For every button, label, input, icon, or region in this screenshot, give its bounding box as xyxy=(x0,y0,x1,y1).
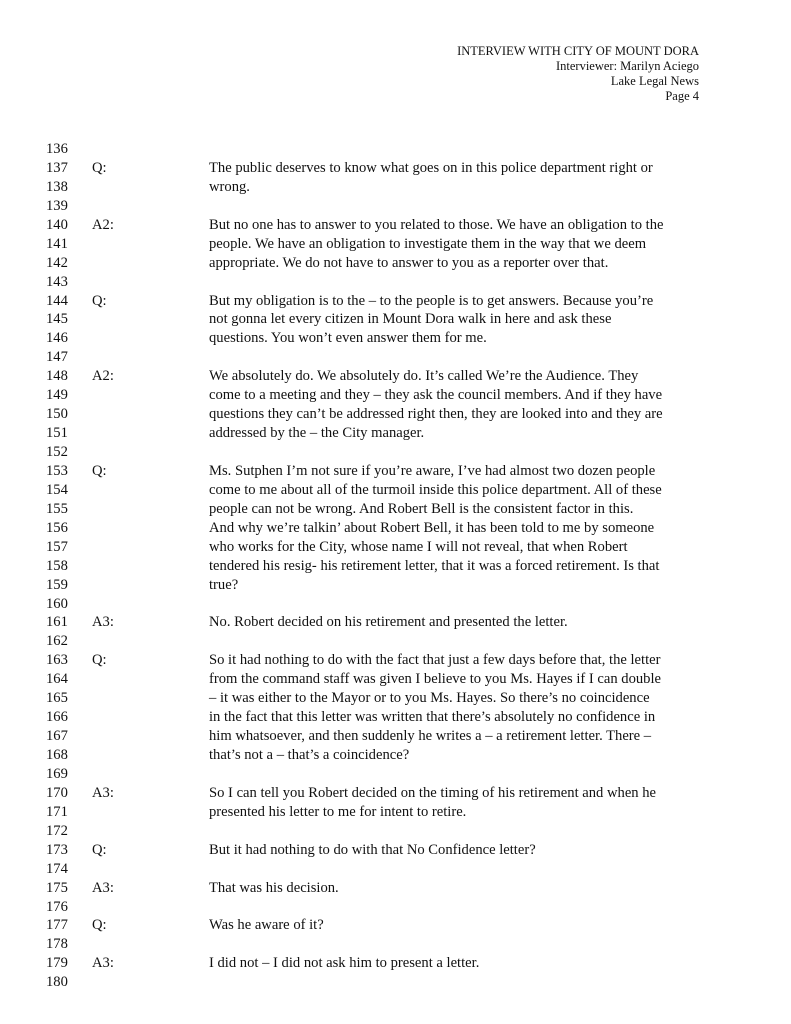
line-number: 141 xyxy=(46,235,68,252)
line-text: And why we’re talkin’ about Robert Bell, it has been told to me by someone xyxy=(209,519,655,536)
line-number: 164 xyxy=(46,671,68,688)
header-publication: Lake Legal News xyxy=(610,74,699,88)
line-text: But it had nothing to do with that No Confidence letter? xyxy=(209,841,536,858)
line-number: 172 xyxy=(46,822,68,839)
line-text: – it was either to the Mayor or to you Ms. Hayes. So there’s no coincidence xyxy=(209,690,650,707)
line-number: 176 xyxy=(46,898,68,915)
transcript-line xyxy=(0,159,791,178)
transcript-line xyxy=(0,954,791,973)
line-text: questions. You won’t even answer them for me. xyxy=(209,330,487,347)
line-text: in the fact that this letter was written that there’s absolutely no confidence in xyxy=(209,709,656,726)
header-page-number: Page 4 xyxy=(665,89,699,103)
line-number: 153 xyxy=(46,462,68,479)
transcript-line xyxy=(0,822,791,841)
line-text: So I can tell you Robert decided on the timing of his retirement and when he xyxy=(209,784,657,801)
line-text: that’s not a – that’s a coincidence? xyxy=(209,747,410,763)
speaker-label: Q: xyxy=(92,652,107,669)
transcript-line xyxy=(0,670,791,689)
transcript-line xyxy=(0,613,791,632)
transcript-line xyxy=(0,500,791,519)
transcript-line xyxy=(0,367,791,386)
speaker-label: A3: xyxy=(92,784,114,801)
line-number: 144 xyxy=(46,292,68,309)
header-title: INTERVIEW WITH CITY OF MOUNT DORA xyxy=(457,44,699,58)
line-number: 154 xyxy=(46,481,68,498)
transcript-line xyxy=(0,595,791,614)
transcript-line xyxy=(0,386,791,405)
line-number: 160 xyxy=(46,595,68,612)
line-number: 162 xyxy=(46,633,68,650)
line-text: questions they can’t be addressed right then, they are looked into and they are xyxy=(209,406,663,423)
transcript-line xyxy=(0,916,791,935)
transcript-line xyxy=(0,765,791,784)
line-number: 178 xyxy=(46,936,68,953)
line-number: 138 xyxy=(46,178,68,195)
line-text: That was his decision. xyxy=(209,879,339,896)
line-text: Ms. Sutphen I’m not sure if you’re aware, I’ve had almost two dozen people xyxy=(209,462,656,479)
line-number: 168 xyxy=(46,747,68,763)
transcript-line xyxy=(0,348,791,367)
line-text: appropriate. We do not have to answer to you as a reporter over that. xyxy=(209,254,609,271)
transcript-line xyxy=(0,841,791,860)
speaker-label: Q: xyxy=(92,462,107,479)
transcript-line xyxy=(0,405,791,424)
line-text: people. We have an obligation to investigate them in the way that we deem xyxy=(209,235,647,252)
transcript-line xyxy=(0,860,791,879)
transcript-line xyxy=(0,273,791,292)
line-number: 171 xyxy=(46,803,68,820)
line-text: true? xyxy=(209,576,239,593)
line-number: 150 xyxy=(46,406,68,423)
speaker-label: Q: xyxy=(92,159,107,176)
line-text: The public deserves to know what goes on in this police department right or xyxy=(209,159,653,176)
line-number: 180 xyxy=(46,974,68,991)
transcript-line xyxy=(0,708,791,727)
line-number: 179 xyxy=(46,955,68,972)
line-text: come to me about all of the turmoil inside this police department. All of these xyxy=(209,481,662,498)
line-number: 173 xyxy=(46,841,68,858)
line-number: 156 xyxy=(46,519,68,536)
transcript-line xyxy=(0,178,791,197)
transcript-line xyxy=(0,254,791,273)
line-number: 147 xyxy=(46,349,68,366)
line-text: wrong. xyxy=(209,178,250,195)
line-number: 137 xyxy=(46,159,68,176)
transcript-line xyxy=(0,879,791,898)
line-text: who works for the City, whose name I will not reveal, that when Robert xyxy=(209,538,628,555)
line-text: presented his letter to me for intent to retire. xyxy=(209,803,467,820)
speaker-label: Q: xyxy=(92,841,107,858)
line-text: him whatsoever, and then suddenly he writes a – a retirement letter. There – xyxy=(209,728,652,745)
transcript-line xyxy=(0,197,791,216)
line-text: No. Robert decided on his retirement and presented the letter. xyxy=(209,614,568,631)
line-number: 142 xyxy=(46,254,68,271)
line-text: We absolutely do. We absolutely do. It’s called We’re the Audience. They xyxy=(209,368,639,385)
line-number: 166 xyxy=(46,709,68,726)
line-number: 174 xyxy=(46,860,68,877)
speaker-label: Q: xyxy=(92,292,107,309)
line-text: not gonna let every citizen in Mount Dora walk in here and ask these xyxy=(209,311,612,328)
line-number: 175 xyxy=(46,879,68,896)
line-number: 149 xyxy=(46,387,68,404)
line-number: 155 xyxy=(46,500,68,517)
line-text: But my obligation is to the – to the people is to get answers. Because you’re xyxy=(209,292,654,309)
line-number: 163 xyxy=(46,652,68,669)
speaker-label: A3: xyxy=(92,955,114,972)
line-text: But no one has to answer to you related to those. We have an obligation to the xyxy=(209,216,664,233)
line-number: 165 xyxy=(46,690,68,707)
transcript-line xyxy=(0,576,791,595)
line-number: 170 xyxy=(46,784,68,801)
line-number: 148 xyxy=(46,368,68,385)
transcript-line xyxy=(0,973,791,992)
line-text: So it had nothing to do with the fact that just a few days before that, the letter xyxy=(209,652,661,669)
line-number: 157 xyxy=(46,538,68,555)
line-text: people can not be wrong. And Robert Bell is the consistent factor in this. xyxy=(209,500,634,517)
speaker-label: A2: xyxy=(92,216,114,233)
transcript-line xyxy=(0,727,791,746)
transcript-line xyxy=(0,140,791,159)
line-number: 158 xyxy=(46,557,68,574)
transcript-line xyxy=(0,746,791,765)
transcript-line xyxy=(0,784,791,803)
speaker-label: Q: xyxy=(92,917,107,934)
transcript-line xyxy=(0,898,791,917)
transcript-line xyxy=(0,235,791,254)
transcript-line xyxy=(0,651,791,670)
line-number: 145 xyxy=(46,311,68,328)
speaker-label: A2: xyxy=(92,368,114,385)
transcript-line xyxy=(0,292,791,311)
transcript-line xyxy=(0,538,791,557)
transcript-line xyxy=(0,216,791,235)
line-number: 139 xyxy=(46,197,68,214)
transcript-line xyxy=(0,462,791,481)
line-text: I did not – I did not ask him to present a letter. xyxy=(209,955,480,972)
line-number: 169 xyxy=(46,765,68,782)
transcript-line xyxy=(0,935,791,954)
transcript-line xyxy=(0,443,791,462)
speaker-label: A3: xyxy=(92,879,114,896)
line-text: Was he aware of it? xyxy=(209,917,324,934)
line-number: 167 xyxy=(46,728,68,745)
transcript-body xyxy=(0,140,791,992)
transcript-line xyxy=(0,557,791,576)
line-number: 151 xyxy=(46,425,68,442)
header-interviewer: Interviewer: Marilyn Aciego xyxy=(555,59,699,73)
line-number: 177 xyxy=(46,917,68,934)
transcript-line xyxy=(0,803,791,822)
transcript-line xyxy=(0,310,791,329)
transcript-line xyxy=(0,424,791,443)
line-number: 152 xyxy=(46,444,68,460)
speaker-label: A3: xyxy=(92,614,114,631)
line-number: 161 xyxy=(46,614,68,631)
transcript-line xyxy=(0,519,791,538)
transcript-line xyxy=(0,329,791,348)
transcript-line xyxy=(0,689,791,708)
line-text: tendered his resig- his retirement letter, that it was a forced retirement. Is that xyxy=(209,557,660,574)
line-text: from the command staff was given I believe to you Ms. Hayes if I can double xyxy=(209,671,662,688)
transcript-line xyxy=(0,481,791,500)
page-header xyxy=(457,44,699,104)
line-number: 159 xyxy=(46,576,68,593)
line-text: addressed by the – the City manager. xyxy=(209,425,425,442)
line-text: come to a meeting and they – they ask the council members. And if they have xyxy=(209,387,663,404)
line-number: 140 xyxy=(46,216,68,233)
line-number: 146 xyxy=(46,330,68,347)
transcript-line xyxy=(0,632,791,651)
line-number: 143 xyxy=(46,273,68,290)
line-number: 136 xyxy=(46,141,68,157)
